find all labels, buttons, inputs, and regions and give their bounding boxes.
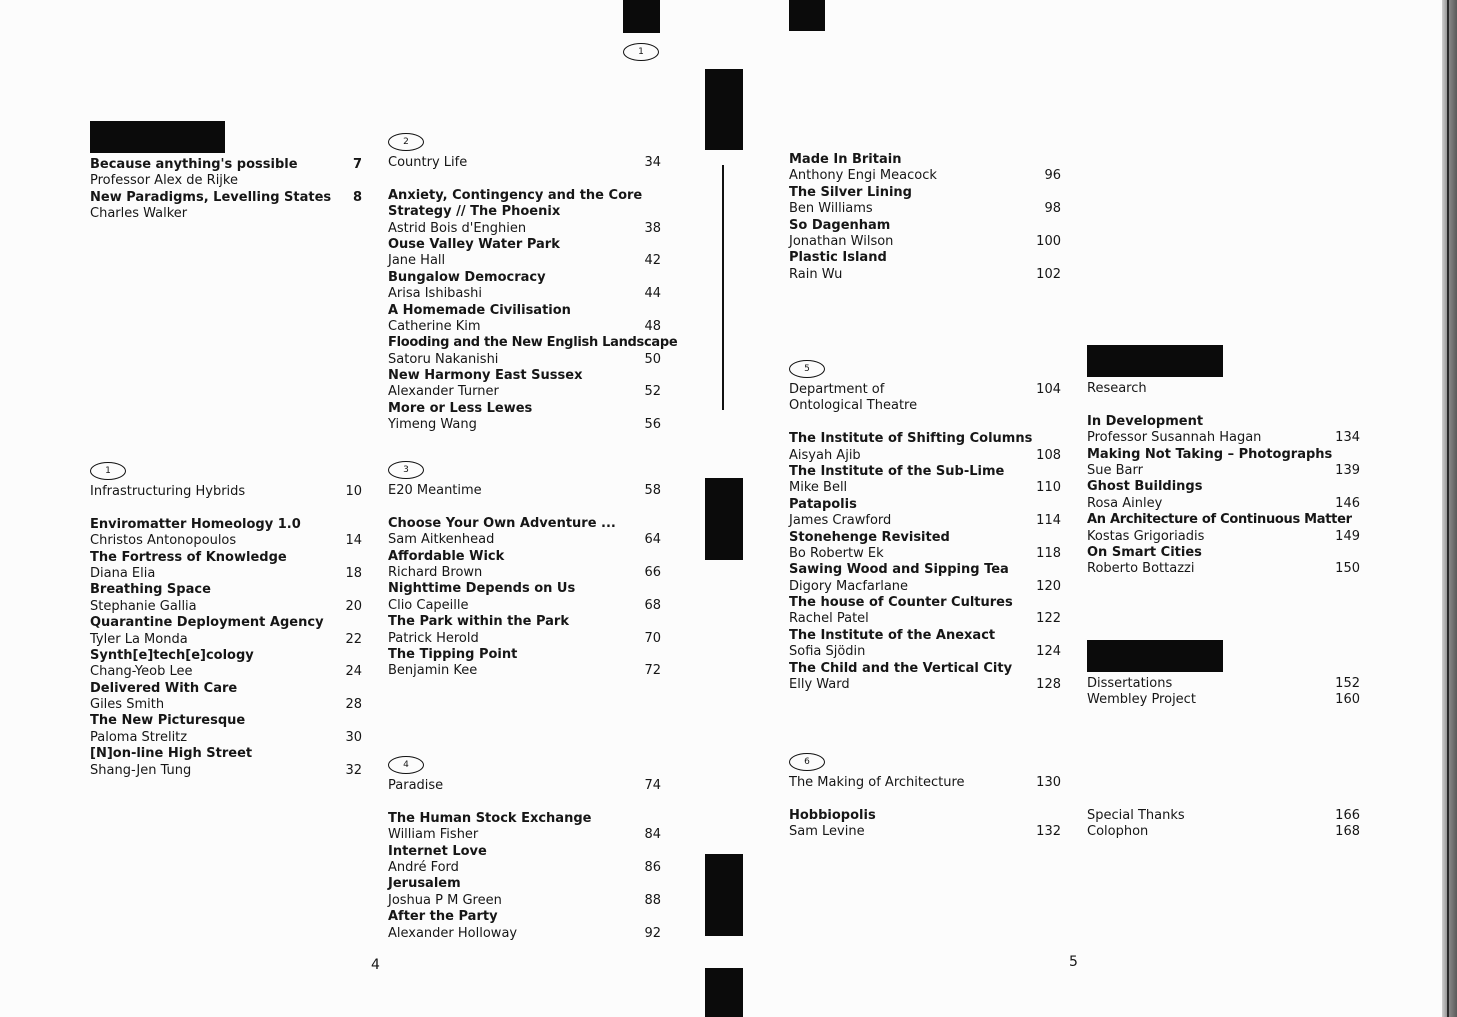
toc-entry-title[interactable]: Sawing Wood and Sipping Tea: [789, 562, 1009, 578]
page-ref: 32: [345, 762, 362, 778]
toc-entry-title[interactable]: The house of Counter Cultures: [789, 595, 1013, 611]
tab-marker: [789, 0, 825, 31]
toc-entry-author: Richard Brown 66: [388, 564, 661, 580]
page-ref: 66: [644, 564, 661, 580]
toc-entry-title[interactable]: The Silver Lining: [789, 184, 912, 200]
page-ref: 14: [345, 533, 362, 549]
toc-entry-title[interactable]: Patapolis: [789, 496, 857, 512]
toc-entry-author: Sam Levine 132: [789, 824, 1061, 840]
page-ref: 70: [644, 630, 661, 646]
page-ref: 50: [644, 351, 661, 367]
toc-entry-author: Christos Antonopoulos 14: [90, 533, 362, 549]
toc-entry-title[interactable]: [N]on-line High Street: [90, 746, 253, 762]
page-ref: 88: [644, 892, 661, 908]
toc-entry-title[interactable]: Ouse Valley Water Park: [388, 236, 560, 252]
page-ref: 44: [644, 286, 661, 302]
section-4-list: [388, 778, 661, 942]
toc-entry-author: Kostas Grigoriadis 149: [1087, 528, 1360, 544]
page-ref: 100: [1036, 233, 1061, 249]
page-ref: 124: [1036, 644, 1061, 660]
toc-entry-title[interactable]: The Human Stock Exchange: [388, 810, 592, 826]
page-number: 4: [371, 957, 380, 973]
toc-entry-title[interactable]: Wembley Project 160: [1087, 692, 1360, 708]
toc-entry-title[interactable]: More or Less Lewes: [388, 400, 533, 416]
toc-entry-title[interactable]: Plastic Island: [789, 250, 887, 266]
tab-marker: [705, 69, 743, 150]
section-badge: 5: [789, 360, 825, 378]
toc-entry-author: Aisyah Ajib 108: [789, 447, 1061, 463]
page-ref: 102: [1036, 266, 1061, 282]
page-ref: 168: [1335, 824, 1360, 840]
page-ref: 24: [345, 664, 362, 680]
toc-entry-title[interactable]: Flooding and the New English Landscape: [388, 335, 678, 351]
binding-rule: [722, 165, 724, 410]
toc-entry-title[interactable]: Nighttime Depends on Us: [388, 581, 576, 597]
page-number: 5: [1069, 954, 1078, 970]
toc-entry-author: Catherine Kim 48: [388, 318, 661, 334]
page-ref: 68: [644, 597, 661, 613]
toc-entry-author: Joshua P M Green 88: [388, 892, 661, 908]
toc-entry-author: Benjamin Kee 72: [388, 663, 661, 679]
page-ref: 114: [1036, 513, 1061, 529]
section-badge: 3: [388, 461, 424, 479]
toc-entry-author: Arisa Ishibashi 44: [388, 286, 661, 302]
toc-entry-author: Sam Aitkenhead 64: [388, 532, 661, 548]
toc-entry-title[interactable]: Strategy // The Phoenix: [388, 204, 561, 220]
page-ref: 86: [644, 859, 661, 875]
toc-entry-author: Yimeng Wang 56: [388, 417, 661, 433]
section-title[interactable]: The Making of Architecture 130: [789, 775, 1061, 790]
toc-entry-title[interactable]: Internet Love: [388, 843, 487, 859]
research-heading-block: [1087, 345, 1223, 377]
page-ref: 108: [1036, 447, 1061, 463]
page-ref: 84: [644, 827, 661, 843]
section-1-list: [90, 484, 362, 779]
section-5-list: [789, 382, 1061, 693]
section-badge: 4: [388, 756, 424, 774]
toc-entry-author: Shang-Jen Tung 32: [90, 762, 362, 778]
section-4-continued-list: [789, 152, 1061, 283]
toc-entry-title[interactable]: In Development: [1087, 413, 1204, 429]
toc-entry-title[interactable]: Jerusalem: [388, 876, 461, 892]
toc-entry-title[interactable]: New Paradigms, Levelling States 8: [90, 189, 362, 205]
page-ref: 72: [644, 663, 661, 679]
page-ref: 92: [644, 925, 661, 941]
tab-marker: [705, 478, 743, 560]
page-ref: 56: [644, 417, 661, 433]
toc-entry-title[interactable]: Hobbiopolis: [789, 807, 876, 823]
toc-entry-title[interactable]: The Park within the Park: [388, 614, 569, 630]
toc-entry-author: Anthony Engi Meacock 96: [789, 168, 1061, 184]
toc-entry-title[interactable]: Delivered With Care: [90, 680, 238, 696]
toc-entry-author: André Ford 86: [388, 859, 661, 875]
toc-entry-title[interactable]: Stonehenge Revisited: [789, 529, 950, 545]
toc-entry-title[interactable]: Synth[e]tech[e]cology: [90, 647, 254, 663]
page-ref: 152: [1335, 676, 1360, 691]
toc-entry-title[interactable]: The Institute of the Sub-Lime: [789, 463, 1005, 479]
page-ref: 8: [352, 189, 362, 205]
page-ref: 22: [345, 631, 362, 647]
toc-entry-author: Chang-Yeob Lee 24: [90, 664, 362, 680]
toc-entry-author: Satoru Nakanishi 50: [388, 351, 661, 367]
section-title[interactable]: Research: [1087, 381, 1147, 396]
toc-entry-title[interactable]: Enviromatter Homeology 1.0: [90, 516, 301, 532]
intro-heading-block: [90, 121, 225, 153]
dissertations-heading-block: [1087, 640, 1223, 672]
toc-entry-title[interactable]: An Architecture of Continuous Matter: [1087, 512, 1352, 528]
toc-entry-title[interactable]: Special Thanks 166: [1087, 808, 1360, 823]
toc-entry-author: Sue Barr 139: [1087, 462, 1360, 478]
page-ref: 42: [644, 253, 661, 269]
toc-entry-title[interactable]: The New Picturesque: [90, 713, 246, 729]
toc-entry-title[interactable]: The Child and the Vertical City: [789, 660, 1013, 676]
section-badge: 6: [789, 753, 825, 771]
page-ref: 146: [1335, 495, 1360, 511]
page-ref: 110: [1036, 480, 1061, 496]
toc-entry-author: Patrick Herold 70: [388, 630, 661, 646]
page-ref: 7: [352, 157, 362, 172]
page-ref: 28: [345, 697, 362, 713]
toc-entry-author: Stephanie Gallia 20: [90, 598, 362, 614]
page-ref: 30: [345, 729, 362, 745]
toc-entry-author: Professor Susannah Hagan 134: [1087, 430, 1360, 446]
toc-entry-title[interactable]: After the Party: [388, 909, 498, 925]
toc-entry-title[interactable]: Choose Your Own Adventure ...: [388, 515, 616, 531]
toc-entry-author: Bo Robertw Ek 118: [789, 545, 1061, 561]
page-ref: 150: [1335, 561, 1360, 577]
tab-marker: [623, 0, 660, 33]
toc-entry-title[interactable]: The Tipping Point: [388, 646, 518, 662]
page-ref: 98: [1044, 201, 1061, 217]
toc-entry-author: Charles Walker: [90, 206, 188, 222]
book-edge-line: [1447, 0, 1449, 1017]
toc-entry-title[interactable]: Quarantine Deployment Agency: [90, 615, 324, 631]
toc-entry-author: Alexander Turner 52: [388, 384, 661, 400]
end-matter-list: [1087, 808, 1360, 841]
toc-entry-title[interactable]: So Dagenham: [789, 217, 891, 233]
section-title[interactable]: Country Life 34: [388, 155, 661, 170]
toc-entry-title[interactable]: Ghost Buildings: [1087, 479, 1203, 495]
section-6-list: [789, 775, 1061, 841]
toc-entry-author: Giles Smith 28: [90, 697, 362, 713]
page-ref: 122: [1036, 611, 1061, 627]
page-ref: 139: [1335, 462, 1360, 478]
page-ref: 10: [345, 484, 362, 499]
toc-entry-author: Mike Bell 110: [789, 480, 1061, 496]
toc-entry-title[interactable]: Colophon 168: [1087, 824, 1360, 840]
page-ref: 18: [345, 565, 362, 581]
page-ref: 118: [1036, 545, 1061, 561]
toc-entry-author: Roberto Bottazzi 150: [1087, 561, 1360, 577]
toc-entry-title[interactable]: Breathing Space: [90, 582, 211, 598]
toc-entry-title[interactable]: New Harmony East Sussex: [388, 368, 583, 384]
toc-entry-title[interactable]: Anxiety, Contingency and the Core: [388, 187, 643, 203]
page-ref: 38: [644, 220, 661, 236]
page-ref: 52: [644, 384, 661, 400]
toc-entry-author: James Crawford 114: [789, 513, 1061, 529]
section-title[interactable]: Infrastructuring Hybrids 10: [90, 484, 362, 499]
toc-entry-author: Digory Macfarlane 120: [789, 578, 1061, 594]
page-ref: 128: [1036, 677, 1061, 693]
tab-marker: [705, 854, 743, 936]
toc-entry-title[interactable]: A Homemade Civilisation: [388, 302, 571, 318]
toc-entry-title[interactable]: Because anything's possible 7: [90, 157, 362, 172]
toc-entry-author: Jane Hall 42: [388, 253, 661, 269]
page-ref: 149: [1335, 528, 1360, 544]
page-ref: 20: [345, 598, 362, 614]
section-badge: 2: [388, 133, 424, 151]
toc-entry-author: Jonathan Wilson 100: [789, 233, 1061, 249]
section-2-list: [388, 155, 678, 434]
toc-entry-author: Ben Williams 98: [789, 201, 1061, 217]
toc-entry-author: William Fisher 84: [388, 827, 661, 843]
section-title[interactable]: Department of 104: [789, 382, 1061, 397]
toc-entry-author: Astrid Bois d'Enghien 38: [388, 220, 661, 236]
page-ref: 64: [644, 532, 661, 548]
toc-entry-author: Diana Elia 18: [90, 565, 362, 581]
toc-entry-title[interactable]: The Institute of the Anexact: [789, 627, 996, 643]
dissertations-list: [1087, 676, 1360, 709]
toc-entry-author: Alexander Holloway 92: [388, 925, 661, 941]
toc-entry-title[interactable]: The Fortress of Knowledge: [90, 549, 287, 565]
page-ref: 48: [644, 318, 661, 334]
page-ref: 34: [644, 155, 661, 170]
page-ref: 166: [1335, 808, 1360, 823]
page-ref: 96: [1044, 168, 1061, 184]
toc-entry-author: Professor Alex de Rijke: [90, 173, 238, 189]
section-badge: 1: [623, 43, 659, 61]
toc-entry-author: Paloma Strelitz 30: [90, 729, 362, 745]
toc-entry-title[interactable]: Dissertations 152: [1087, 676, 1360, 691]
tab-marker: [705, 968, 743, 1017]
toc-entry-author: Rosa Ainley 146: [1087, 495, 1360, 511]
toc-entry-title[interactable]: Affordable Wick: [388, 548, 505, 564]
page-ref: 120: [1036, 578, 1061, 594]
toc-entry-author: Clio Capeille 68: [388, 597, 661, 613]
intro-list: [90, 157, 362, 223]
page-ref: 130: [1036, 775, 1061, 790]
section-title[interactable]: Ontological Theatre: [789, 398, 918, 414]
research-list: [1087, 381, 1360, 578]
page-ref: 58: [644, 483, 661, 498]
section-3-list: [388, 483, 661, 680]
section-title[interactable]: Paradise 74: [388, 778, 661, 793]
toc-entry-title[interactable]: Making Not Taking – Photographs: [1087, 446, 1333, 462]
book-edge: [1442, 0, 1457, 1017]
page-ref: 134: [1335, 430, 1360, 446]
toc-entry-author: Rain Wu 102: [789, 266, 1061, 282]
toc-entry-author: Sofia Sjödin 124: [789, 644, 1061, 660]
toc-entry-title[interactable]: Bungalow Democracy: [388, 269, 546, 285]
toc-entry-author: Tyler La Monda 22: [90, 631, 362, 647]
toc-entry-author: Rachel Patel 122: [789, 611, 1061, 627]
page-ref: 132: [1036, 824, 1061, 840]
section-title[interactable]: E20 Meantime 58: [388, 483, 661, 498]
toc-entry-title[interactable]: The Institute of Shifting Columns: [789, 431, 1033, 447]
toc-entry-title[interactable]: Made In Britain: [789, 152, 902, 167]
page-ref: 74: [644, 778, 661, 793]
toc-entry-author: Elly Ward 128: [789, 677, 1061, 693]
toc-entry-title[interactable]: On Smart Cities: [1087, 544, 1202, 560]
page-ref: 104: [1036, 382, 1061, 397]
page-ref: 160: [1335, 692, 1360, 708]
section-badge: 1: [90, 462, 126, 480]
